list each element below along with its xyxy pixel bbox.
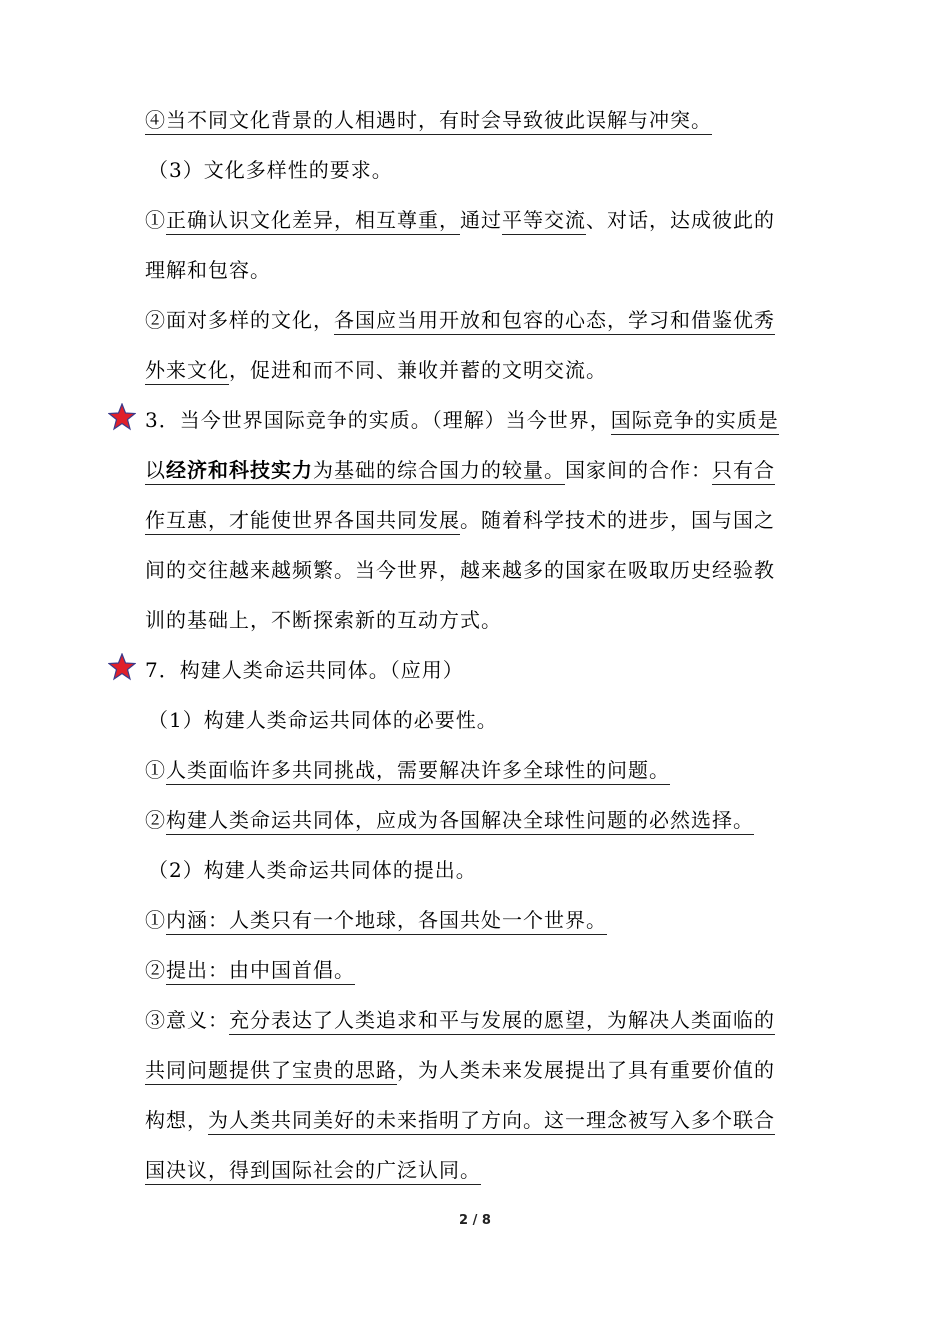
text: ③意义： xyxy=(145,1008,229,1032)
number-marker: ① xyxy=(145,908,166,932)
underlined-text: 构建人类命运共同体，应成为各国解决全球性问题的必然选择。 xyxy=(166,808,754,835)
paragraph-line xyxy=(145,555,775,585)
underlined-text: 内涵：人类只有一个地球，各国共处一个世界。 xyxy=(166,908,607,935)
text: 、对话，达成彼此的 xyxy=(586,208,775,232)
underlined-text: 外来文化 xyxy=(145,358,229,385)
text: 通过 xyxy=(460,208,502,232)
paragraph-line xyxy=(145,305,775,335)
paragraph-line xyxy=(145,605,502,635)
subheading-text: （2）构建人类命运共同体的提出。 xyxy=(148,858,477,882)
underlined-text: 为人类共同美好的未来指明了方向。这一理念被写入多个联合 xyxy=(208,1108,775,1135)
underlined-text: ④当不同文化背景的人相遇时，有时会导致彼此误解与冲突。 xyxy=(145,108,712,135)
text: 为基础的综合国力的较量。 xyxy=(313,458,565,482)
section-heading: 3．当今世界国际竞争的实质。（理解）当今世界， xyxy=(145,408,611,432)
underlined-text: 国决议，得到国际社会的广泛认同。 xyxy=(145,1158,481,1185)
subheading-text: （3）文化多样性的要求。 xyxy=(148,158,393,182)
underlined-text: 共同问题提供了宝贵的思路 xyxy=(145,1058,397,1085)
paragraph-line xyxy=(145,955,355,985)
paragraph-line xyxy=(145,1155,481,1185)
text: 。随着科学技术的进步，国与国之 xyxy=(460,508,775,532)
underlined-text: 人类面临许多共同挑战，需要解决许多全球性的问题。 xyxy=(166,758,670,785)
number-marker: ② xyxy=(145,808,166,832)
paragraph-line xyxy=(145,1055,775,1085)
paragraph-line xyxy=(145,1105,775,1135)
paragraph-line xyxy=(145,405,779,435)
section-title: 7．构建人类命运共同体。（应用） xyxy=(145,658,464,682)
paragraph-line xyxy=(145,105,712,135)
text: ，促进和而不同、兼收并蓄的文明交流。 xyxy=(229,358,607,382)
paragraph-line xyxy=(145,355,607,385)
text: ，为人类未来发展提出了具有重要价值的 xyxy=(397,1058,775,1082)
text: 国家间的合作： xyxy=(565,458,712,482)
paragraph-line xyxy=(145,1005,775,1035)
underlined-text: 国际竞争的实质是 xyxy=(611,408,779,435)
subheading xyxy=(148,705,498,735)
text: 以 xyxy=(145,458,166,482)
subheading xyxy=(148,155,393,185)
star-icon xyxy=(108,653,136,681)
text: 间的交往越来越频繁。当今世界，越来越多的国家在吸取历史经验教 xyxy=(145,558,775,582)
paragraph-line xyxy=(145,905,607,935)
number-marker: ① xyxy=(145,758,166,782)
section-heading xyxy=(145,655,464,685)
underlined-text: 只有合 xyxy=(712,458,775,485)
underlined-text: 平等交流 xyxy=(502,208,586,235)
paragraph-line xyxy=(145,205,775,235)
text: 训的基础上，不断探索新的互动方式。 xyxy=(145,608,502,632)
number-marker: ① xyxy=(145,208,166,232)
paragraph-line xyxy=(145,755,670,785)
underlined-text: 充分表达了人类追求和平与发展的愿望，为解决人类面临的 xyxy=(229,1008,775,1035)
underlined-text: 作互惠，才能使世界各国共同发展 xyxy=(145,508,460,535)
subheading xyxy=(148,855,477,885)
text: ②面对多样的文化， xyxy=(145,308,334,332)
text: 构想， xyxy=(145,1108,208,1132)
paragraph-line xyxy=(145,505,775,535)
underlined-text: 正确认识文化差异，相互尊重， xyxy=(166,208,460,235)
text: 理解和包容。 xyxy=(145,258,271,282)
underlined-text: 提出：由中国首倡。 xyxy=(166,958,355,985)
paragraph-line xyxy=(145,455,775,485)
subheading-text: （1）构建人类命运共同体的必要性。 xyxy=(148,708,498,732)
bold-text: 经济和科技实力 xyxy=(166,458,313,482)
underlined-text: 各国应当用开放和包容的心态，学习和借鉴优秀 xyxy=(334,308,775,335)
page-number: 2 / 8 xyxy=(459,1213,491,1228)
paragraph-line xyxy=(145,805,754,835)
star-icon xyxy=(108,403,136,431)
number-marker: ② xyxy=(145,958,166,982)
underlined-text xyxy=(145,458,565,485)
paragraph-line xyxy=(145,255,271,285)
